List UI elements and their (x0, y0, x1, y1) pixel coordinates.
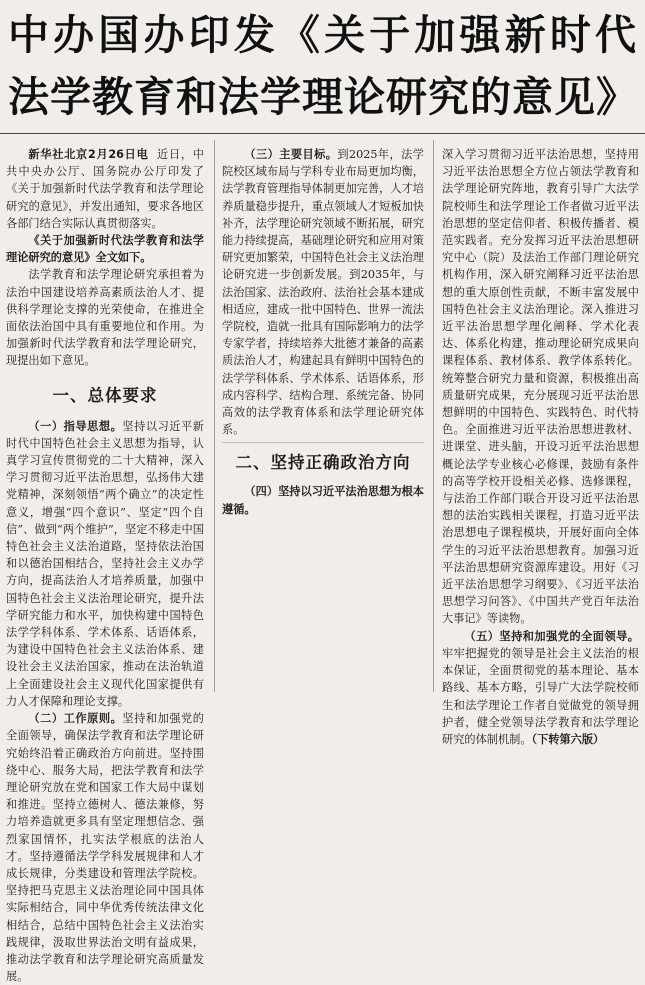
paragraph-lead: （五）坚持和加强党的全面领导。 (464, 629, 639, 643)
intro-text: 近日，中共中央办公厅、国务院办公厅印发了《关于加强新时代法学教育和法学理论研究的意见》，并发出通知，要求各地区各部门结合实际认真贯彻落实。 (6, 148, 204, 230)
headline-rule (0, 133, 645, 134)
paragraph-fundamental-guide-text: 深入学习贯彻习近平法治思想，坚持用习近平法治思想全方位占领法学教育和法学理论研究阵地，教育引导广大法学院校师生和法学理论工作者做习近平法治思想的坚定信仰者、积极传播者、模范实践者。充分发挥习近平法治思想研究中心（院）及法治工作部门理论研究机构作用，深入研究阐释习近平法治思想的重大原创性贡献，不断丰富发展中国特色社会主义法治理论。深入推进习近平法治思想学理化阐释、学术化表达、体系化构建，推动理论研究成果向课程体系、教材体系、教学体系转化。统筹整合研究力量和资源，积极推出高质量研究成果，充分展现习近平法治思想鲜明的中国特色、实践特色、时代特色。全面推进习近平法治思想进教材、进课堂、进头脑，开设习近平法治思想概论法学专业核心必修课，鼓励有条件的高等学校开设相关必修、选修课程，与法治工作部门联合开设习近平法治思想的法治实践相关课程，打造习近平法治思想电子课程模块，开展好面向全体学生的习近平法治思想教育。加强习近平法治思想研究资源库建设。用好《习近平法治思想学习纲要》、《习近平法治思想学习问答》、《中国共产党百年法治大事记》等读物。 (442, 148, 639, 626)
column-divider (433, 140, 434, 692)
paragraph-text: 到2025年，法学院校区域布局与学科专业布局更加均衡，法学教育管理指导体制更加完善，人才培养质量稳步提升，重点领域人才短板加快补齐，法学理论研究领域不断拓展，研究能力持续提高，基础理论研究和应用对策研究更加繁荣，中国特色社会主义法治理论研究进一步创新发展。到2035年，与法治国家、法治政府、法治社会基本建成相适应，建成一批中国特色、世界一流法学院校，造就一批具有国际影响力的法学专家学者，持续培养大批德才兼备的高素质法治人才，构建起具有鲜明中国特色的法学学科体系、学术体系、话语体系，形成内容科学、结构合理、系统完备、协同高效的法学教育体系和法学理论研究体系。 (222, 148, 424, 437)
paragraph-working-principles (6, 710, 204, 985)
paragraph-party-leadership (442, 628, 639, 748)
paragraph-text: 坚持以习近平新时代中国特色社会主义思想为指导，认真学习宣传贯彻党的二十大精神，深入学习贯彻习近平法治思想，弘扬伟大建党精神，深刻领悟“两个确立”的决定性意义，增强“四个意识”、坚定“四个自信”、做到“两个维护”，坚定不移走中国特色社会主义法治道路，坚持依法治国和以德治国相结合，坚持社会主义办学方向，提高法治人才培养质量，加强中国特色社会主义法治理论研究，提升法学研究能力和水平，加快构建中国特色法学学科体系、学术体系、话语体系，为建设中国特色社会主义法治体系、建设社会主义法治国家，推动在法治轨道上全面建设社会主义现代化国家提供有力人才保障和理论支撑。 (6, 419, 204, 708)
headline (8, 4, 637, 130)
section-divider (222, 442, 424, 443)
column-2 (222, 146, 424, 690)
continued-note: （下转第六版） (531, 731, 605, 746)
paragraph-text: 牢牢把握党的领导是社会主义法治的根本保证，全面贯彻党的基本理论、基本路线、基本方略，引导广大法学院校师生和法学理论工作者自觉做党的领导拥护者，健全党领导法学教育和法学理论研究的体制机制。 (442, 646, 639, 746)
announce-rest: 全文如下。 (95, 250, 152, 265)
announce-paragraph (6, 232, 204, 266)
paragraph-text: 坚持和加强党的全面领导，确保法学教育和法学理论研究始终沿着正确政治方向前进。坚持围绕中心、服务大局，把法学教育和法学理论研究放在党和国家工作大局中谋划和推进。坚持立德树人、德法兼修，努力培养造就更多具有坚定理想信念、强烈家国情怀，扎实法学根底的法治人才。坚持遵循法学学科发展规律和人才成长规律，分类建设和管理法学院校。坚持把马克思主义法治理论同中国具体实际相结合，同中华优秀传统法律文化相结合，总结中国特色社会主义法治实践规律，汲取世界法治文明有益成果，推动法学教育和法学理论研究高质量发展。 (6, 712, 204, 984)
column-divider (214, 140, 215, 692)
intro-paragraph (6, 146, 204, 232)
paragraph-lead: （二）工作原则。 (28, 712, 123, 726)
headline-line-1: 中办国办印发《关于加强新时代 (8, 11, 637, 59)
paragraph-lead: （三）主要目标。 (244, 148, 338, 161)
paragraph-main-goals (222, 146, 424, 438)
section-2-title: 二、坚持正确政治方向 (235, 453, 411, 473)
preamble-paragraph: 法学教育和法学理论研究承担着为法治中国建设培养高素质法治人才、提供科学理论支撑的光荣使命，在推进全面依法治国中具有重要地位和作用。为加强新时代法学教育和法学理论研究，现提出如下意见。 (6, 268, 204, 368)
column-1 (6, 146, 204, 984)
announce-title: 《关于加强新时代法学教育和法学理论研究的意见》 (6, 233, 204, 265)
paragraph-fundamental-guide (222, 483, 424, 517)
paragraph-lead: （一）指导思想。 (28, 419, 123, 433)
section-1-title: 一、总体要求 (52, 385, 158, 405)
dateline: 新华社北京2月26日电 (28, 148, 149, 161)
paragraph-guiding-ideology (6, 418, 204, 710)
paragraph-lead: （四）坚持以习近平法治思想为根本遵循。 (222, 485, 424, 516)
headline-line-2: 法学教育和法学理论研究的意见》 (8, 73, 638, 121)
column-3 (442, 146, 639, 746)
